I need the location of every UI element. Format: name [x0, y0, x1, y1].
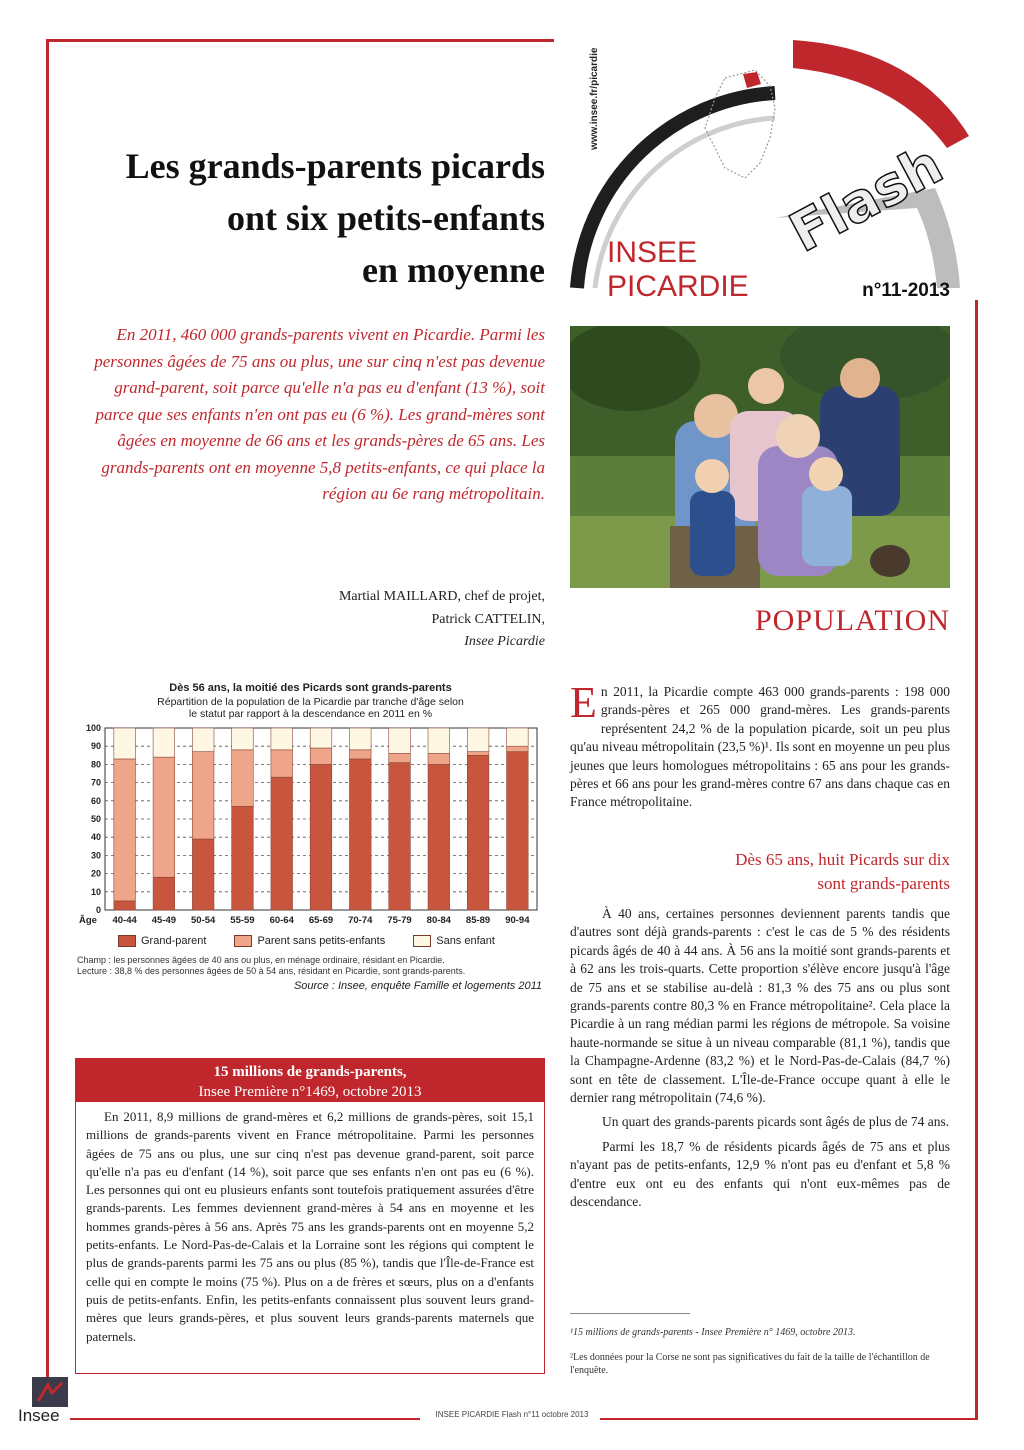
bar-segment-sans-enfant — [114, 728, 136, 759]
x-tick-label: 55-59 — [230, 915, 255, 926]
y-tick-label: 70 — [90, 777, 101, 788]
bar-segment-parent-sans — [389, 753, 411, 762]
bar-segment-parent-sans — [153, 757, 175, 877]
footnote-2: ²Les données pour la Corse ne sont pas significatives du fait de la taille de l'échantillon de l'enquête. — [570, 1352, 930, 1376]
bar-segment-grand-parent — [428, 764, 450, 910]
bar-segment-sans-enfant — [271, 728, 293, 750]
brand-picardie: PICARDIE — [607, 270, 749, 303]
legend-item-grand-parent — [118, 935, 206, 947]
author-line-2: Patrick CATTELIN, — [431, 612, 545, 627]
x-tick-label: 60-64 — [269, 915, 294, 926]
bar-segment-parent-sans — [271, 750, 293, 777]
bar-segment-sans-enfant — [192, 728, 214, 752]
footnote-separator — [570, 1313, 690, 1314]
bar-segment-parent-sans — [507, 746, 529, 751]
chart-legend — [118, 935, 495, 947]
bar-segment-parent-sans — [467, 752, 489, 756]
bar-segment-sans-enfant — [389, 728, 411, 753]
chart-title: Dès 56 ans, la moitié des Picards sont grands-parents — [169, 682, 452, 694]
frame-top-line — [46, 39, 554, 42]
x-tick-label: 65-69 — [308, 915, 334, 926]
y-tick-label: 10 — [90, 886, 101, 897]
article-p3: Un quart des grands-parents picards sont âgés de plus de 74 ans. — [602, 1114, 950, 1130]
stacked-bar-chart — [75, 720, 545, 935]
legend-swatch-sans-enfant — [413, 935, 431, 947]
bar-segment-parent-sans — [192, 752, 214, 839]
author-line-3: Insee Picardie — [464, 634, 545, 649]
box-title: 15 millions de grands-parents, — [213, 1064, 407, 1080]
bar-segment-grand-parent — [232, 806, 254, 910]
bar-segment-grand-parent — [192, 839, 214, 910]
x-tick-label: 70-74 — [348, 915, 373, 926]
bar-segment-parent-sans — [349, 750, 371, 759]
author-line-1: Martial MAILLARD, chef de projet, — [338, 589, 545, 604]
y-tick-label: 20 — [90, 868, 101, 879]
box-body — [75, 1102, 545, 1374]
y-tick-label: 50 — [90, 814, 101, 824]
bar-segment-grand-parent — [153, 877, 175, 910]
insee-logo-text: Insee — [18, 1406, 60, 1425]
bar-segment-grand-parent — [349, 759, 371, 910]
y-tick-label: 60 — [90, 795, 101, 806]
flash-word: Flash — [779, 132, 953, 265]
legend-label-parent-sans: Parent sans petits-enfants — [257, 935, 386, 947]
y-tick-label: 0 — [95, 905, 101, 915]
legend-label-grand-parent: Grand-parent — [141, 935, 207, 947]
footnote-1: ¹15 millions de grands-parents - Insee Première n° 1469, octobre 2013. — [570, 1327, 856, 1338]
y-tick-label: 30 — [90, 850, 101, 861]
family-photo — [570, 326, 950, 588]
bar-segment-grand-parent — [389, 763, 411, 910]
legend-swatch-grand-parent — [118, 935, 136, 947]
bar-segment-sans-enfant — [467, 728, 489, 752]
bar-segment-parent-sans — [232, 750, 254, 806]
article-subhead: Dès 65 ans, huit Picards sur dix sont grands-parents — [735, 850, 950, 893]
brand-insee: INSEE — [607, 236, 698, 269]
bar-segment-sans-enfant — [232, 728, 254, 750]
bar-segment-grand-parent — [467, 755, 489, 910]
lead-paragraph: En 2011, 460 000 grands-parents vivent en Picardie. Parmi les personnes âgées de 75 ans ou plus, une sur cinq n'est pas devenue grand-parent, soit parce qu'elle n'a pas eu d'enfant (13 %), soit parce que ses enfants n'en ont pas eu (6 %). Les grand-mères sont âgées en moyenne de 66 ans et les grands-pères de 65 ans. Les grands-parents ont en moyenne 5,8 petits-enfants, ce qui place la région au 6e rang métropolitain. — [94, 325, 545, 503]
picardie-highlight-icon — [743, 72, 761, 88]
frame-right-line — [975, 300, 978, 1418]
y-tick-label: 90 — [90, 741, 101, 752]
bar-segment-sans-enfant — [153, 728, 175, 757]
bar-segment-grand-parent — [271, 777, 293, 910]
x-tick-label: 80-84 — [426, 915, 451, 926]
box-header — [75, 1058, 545, 1102]
bar-segment-sans-enfant — [507, 728, 529, 746]
article-body — [570, 905, 950, 1218]
drop-cap: E — [570, 678, 597, 727]
bar-segment-grand-parent — [114, 901, 136, 910]
legend-label-sans-enfant: Sans enfant — [436, 935, 495, 947]
x-tick-label: 40-44 — [112, 915, 137, 926]
article-p2: À 40 ans, certaines personnes deviennent parents tandis que d'autres sont déjà grands-parents : c'est le cas de 5 % des résidents picards âgés de 40 à 44 ans. À 56 ans la moitié sont grands-parents et à 62 ans les trois-quarts. Cette proportion s'élève encore jusqu'à l'âge de 75 ans et se stabilise au-delà : 81,3 % des 75 ans ou plus sont grands-parents contre 80,3 % en France métropolitaine². Cela place la Picardie à un rang médian parmi les régions de métropole. Sa voisine haute-normande se situe à un niveau comparable (81,1 %), tandis que la Champagne-Ardenne (83,2 %) et le Nord-Pas-de-Calais (84,7 %) sont en tête de classement. L'Île-de-France occupe quant à elle le dernier rang métropolitain (74,6 %). — [570, 906, 950, 1106]
insee-flash-masthead — [565, 38, 985, 308]
x-tick-label: 50-54 — [191, 915, 216, 926]
legend-item-parent-sans — [234, 935, 385, 947]
x-axis-label: Âge — [79, 915, 97, 926]
section-label: POPULATION — [754, 604, 950, 637]
bar-segment-sans-enfant — [428, 728, 450, 753]
chart-subtitle: Répartition de la population de la Picardie par tranche d'âge selon le statut par rapport à la descendance en 2011 en % — [157, 696, 464, 720]
bar-segment-sans-enfant — [310, 728, 332, 748]
bar-segment-parent-sans — [428, 753, 450, 764]
legend-item-sans-enfant — [413, 935, 495, 947]
page-title: Les grands-parents picards ont six petits-enfants en moyenne — [125, 146, 545, 290]
chart-source: Source : Insee, enquête Famille et logements 2011 — [293, 980, 542, 992]
y-tick-label: 40 — [90, 832, 101, 843]
issue-number: n°11-2013 — [862, 280, 950, 301]
page-footer: INSEE PICARDIE Flash n°11 octobre 2013 — [435, 1410, 589, 1419]
chart-note-champ: Champ : les personnes âgées de 40 ans ou plus, en ménage ordinaire, résidant en Picardie. — [77, 955, 445, 965]
article-intro — [570, 678, 950, 812]
insee-logo-icon — [32, 1377, 68, 1407]
frame-left-line — [46, 39, 49, 1379]
x-tick-label: 90-94 — [505, 915, 530, 926]
masthead-red-band — [793, 40, 969, 148]
chart-note-lecture: Lecture : 38,8 % des personnes âgées de 50 à 54 ans, résidant en Picardie, sont grands-parents. — [77, 966, 466, 976]
bar-segment-sans-enfant — [349, 728, 371, 750]
y-tick-label: 80 — [90, 759, 101, 770]
article-p4: Parmi les 18,7 % de résidents picards âgés de 75 ans et plus n'ayant pas de petits-enfants, 12,9 % n'ont pas eu d'enfant et 5,8 % d'entre eux ont eu des enfants qui n'ont eux-mêmes pas de descendance. — [570, 1138, 950, 1210]
masthead-url: www.insee.fr/picardie — [589, 47, 600, 150]
legend-swatch-parent-sans — [234, 935, 252, 947]
bar-segment-grand-parent — [507, 752, 529, 910]
x-tick-label: 45-49 — [151, 915, 177, 926]
article-p1: n 2011, la Picardie compte 463 000 grands-parents : 198 000 grands-pères et 265 000 grand-mères. Les grands-parents représentent 24,2 % de la population picarde, soit un peu plus qu'au niveau métropolitain (23,5 %)¹. Ils sont en moyenne un peu plus jeunes que leurs homologues métropolitains : 65 ans pour les grands-pères et 66 ans pour les grand-mères contre 67 ans dans chaque cas en France métropolitaine. — [570, 684, 950, 810]
bar-segment-grand-parent — [310, 764, 332, 910]
y-tick-label: 100 — [85, 723, 101, 733]
bar-segment-parent-sans — [310, 748, 332, 764]
x-tick-label: 75-79 — [387, 915, 412, 926]
box-reference: Insee Première n°1469, octobre 2013 — [198, 1084, 422, 1100]
bar-segment-parent-sans — [114, 759, 136, 901]
box-text: En 2011, 8,9 millions de grand-mères et 6,2 millions de grands-pères, soit 15,1 millions de grands-parents vivent en France métropolitaine. Parmi les personnes âgées de 75 ans ou plus, une sur cinq n'est pas devenue grand-parent, soit parce qu'elle n'a pas eu d'enfant (14 %), soit parce que ses enfants n'en ont pas eu (6 %). Les personnes qui ont eu plusieurs enfants sont toutefois pratiquement assurées d'être grands-parents. Les femmes deviennent grand-mères à 54 ans en moyenne et les hommes grands-pères à 56 ans. Après 75 ans les grands-parents ont en moyenne 5,2 petits-enfants. Le Nord-Pas-de-Calais et la Lorraine sont les régions qui comptent le plus de grands-parents parmi les 75 ans ou plus (85 %), tandis que l'Île-de-France est celle qui en compte le moins (75 %). Plus on a de frères et sœurs, plus on a d'enfants puis de petits-enfants. Enfin, les petits-enfants connaissent plus souvent leurs grand-mères que leurs grands-pères, et plus souvent leurs grands-parents maternels que paternels. — [86, 1109, 534, 1344]
x-tick-label: 85-89 — [465, 915, 491, 926]
